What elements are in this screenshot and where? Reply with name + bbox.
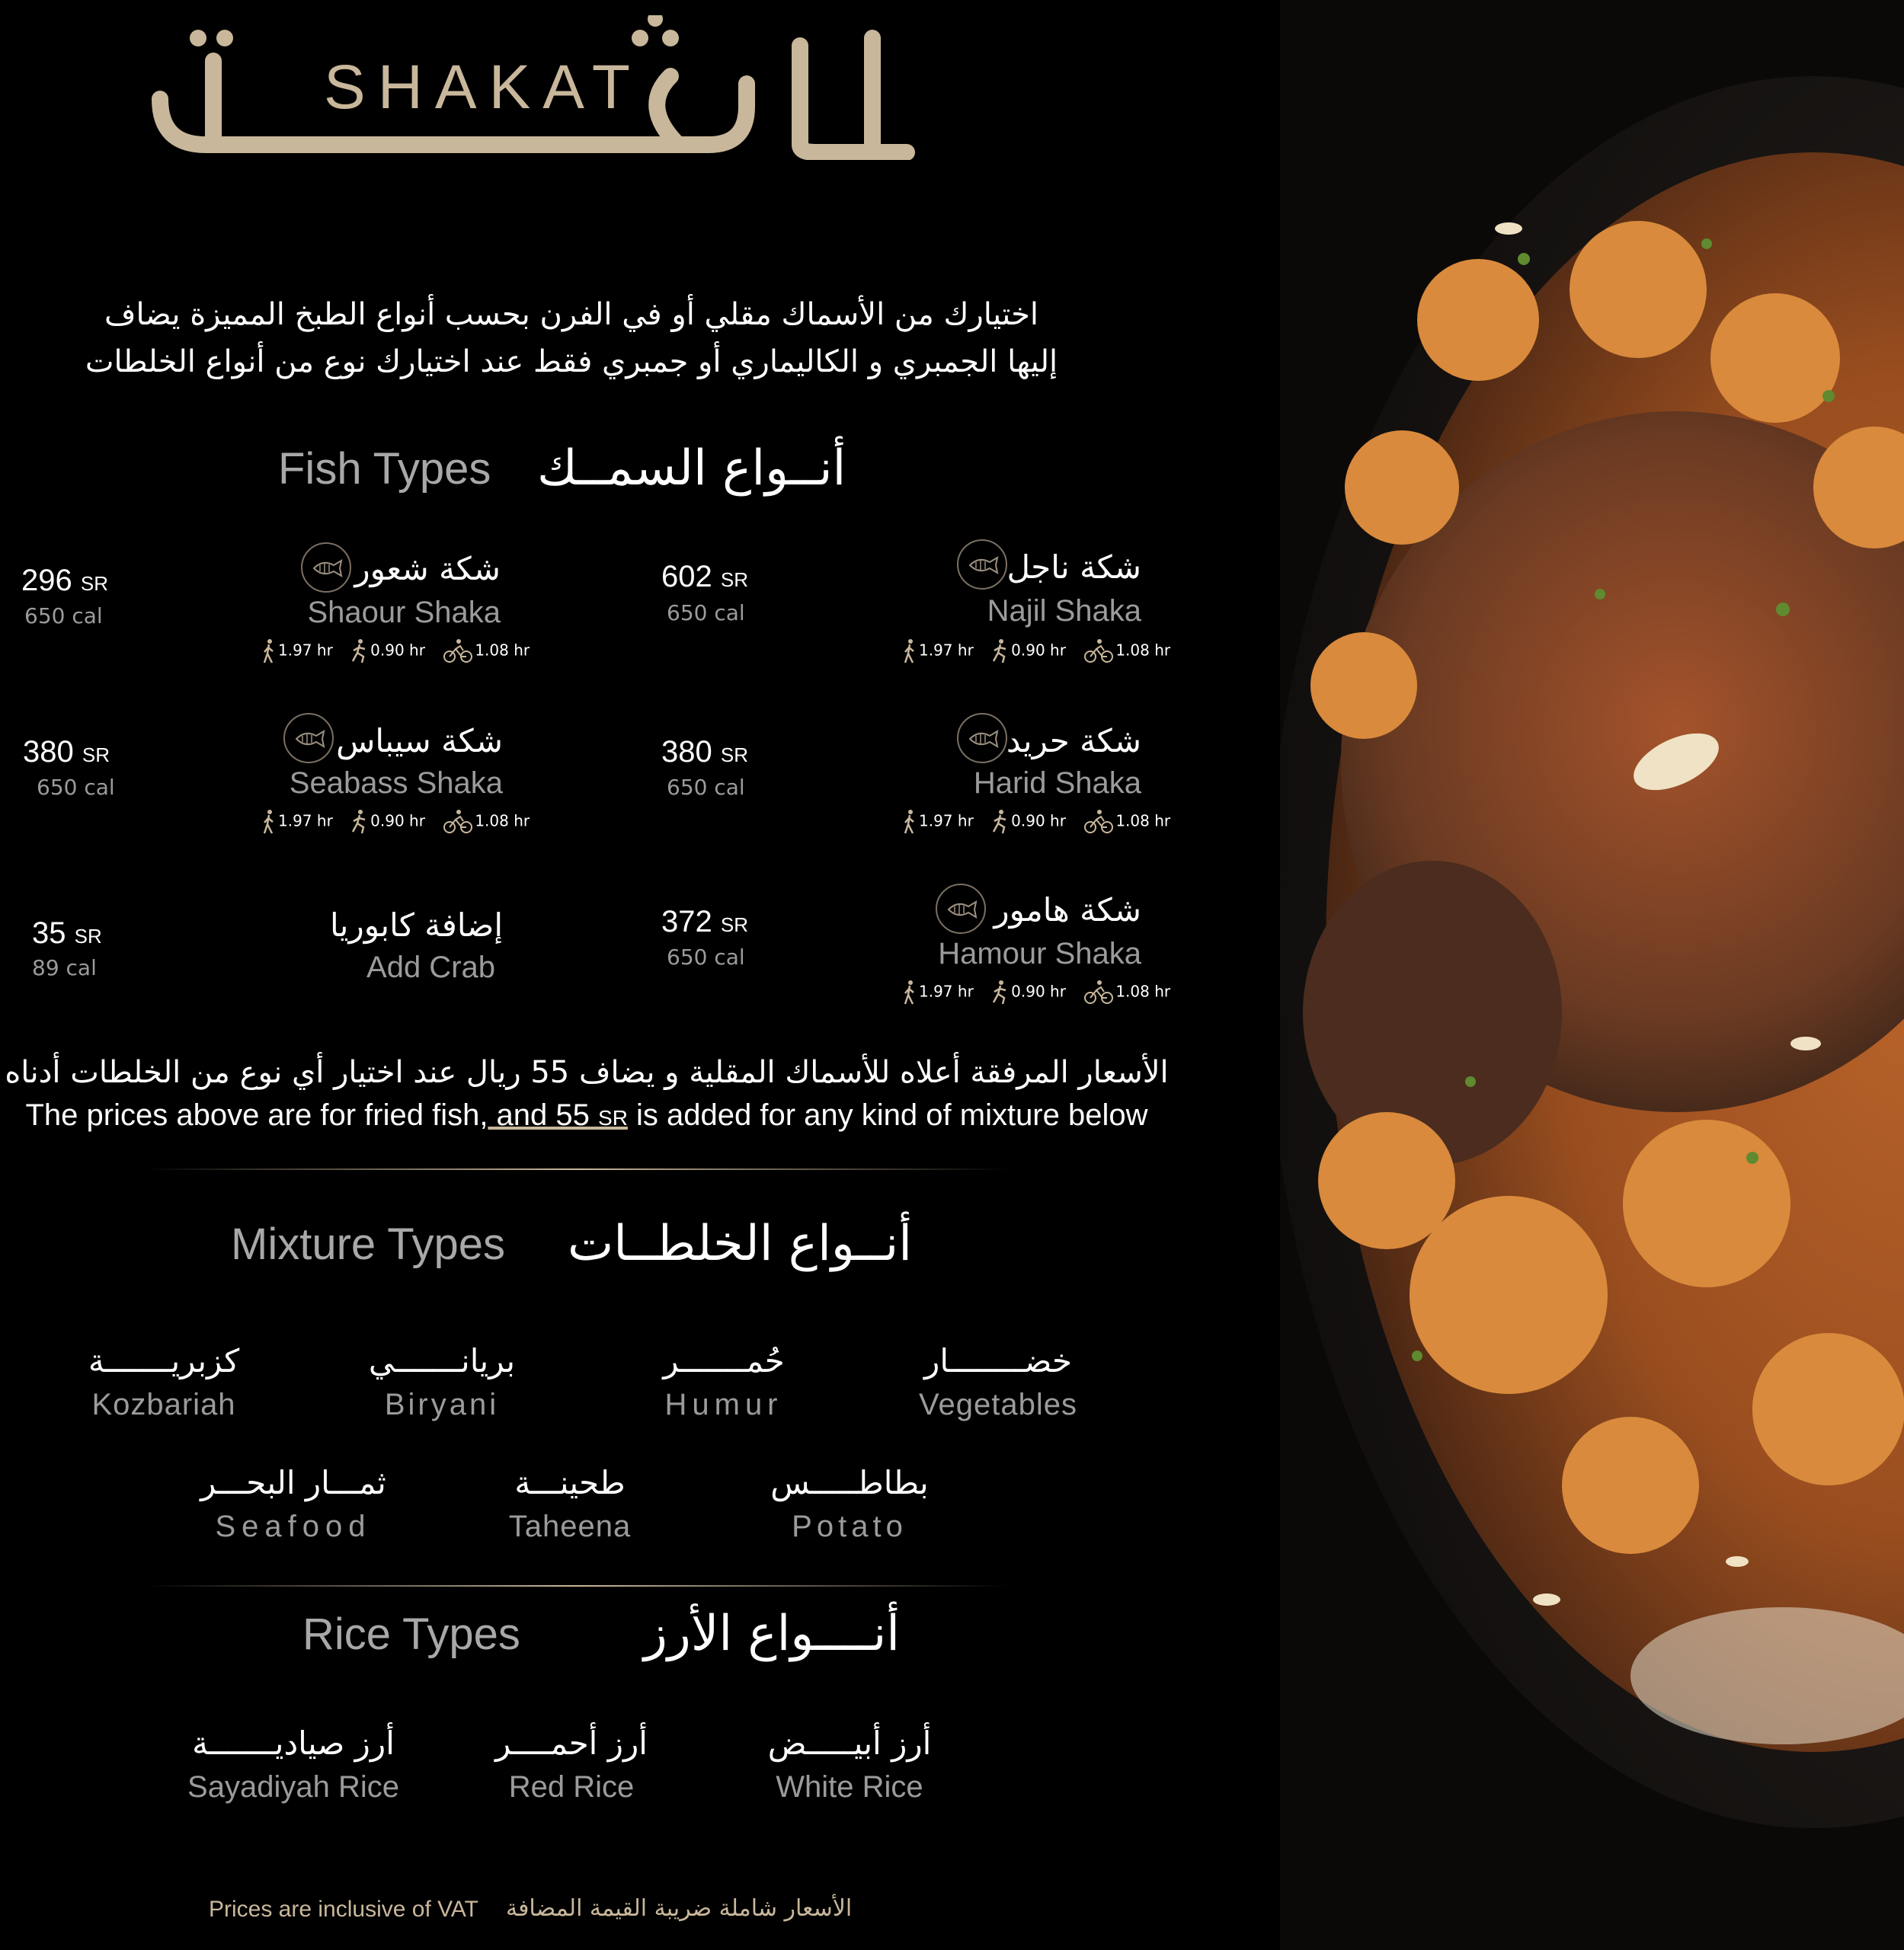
rice-item-ar: أرز صياديـــــــة [192, 1725, 395, 1762]
walking-icon [903, 809, 917, 835]
run-time: 0.90 hr [370, 641, 425, 660]
fish-item-name-en: Harid Shaka [973, 766, 1141, 800]
mixture-item-ar: كزبريـــــــة [88, 1342, 240, 1379]
fish-item-calories: 650 cal [667, 600, 745, 625]
intro-line-2: إليها الجمبري و الكاليماري أو جمبري فقط عند اختيارك نوع من أنواع الخلطات [85, 344, 1058, 379]
mixture-item-ar: حُمـــــــر [663, 1342, 785, 1379]
fish-item-name-en: Add Crab [366, 951, 495, 984]
walking-icon [262, 809, 276, 835]
run-time: 0.90 hr [370, 811, 425, 830]
fish-icon [283, 713, 334, 763]
run-time: 0.90 hr [1011, 811, 1066, 830]
rice-item-en: Red Rice [508, 1770, 635, 1804]
fish-item-calories: 650 cal [667, 775, 745, 800]
fish-item-name-ar: شكة حريد [1006, 722, 1141, 759]
vat-note-en: Prices are inclusive of VAT [209, 1897, 479, 1922]
rice-types-title-en: Rice Types [302, 1610, 520, 1659]
shakat-latin-logo: SHAKAT [324, 53, 642, 122]
fish-icon [957, 713, 1007, 763]
run-time: 0.90 hr [1011, 982, 1066, 1001]
bike-time: 1.08 hr [1115, 641, 1171, 660]
fish-item-price: 296 SR [21, 564, 108, 597]
running-icon [351, 809, 368, 835]
fish-item-name-en: Seabass Shaka [289, 766, 503, 800]
fish-item-name-en: Hamour Shaka [938, 937, 1141, 970]
bike-time: 1.08 hr [1115, 982, 1171, 1001]
mixture-types-title-en: Mixture Types [231, 1220, 505, 1269]
fish-item-name-ar: إضافة كابوريا [329, 906, 503, 944]
rice-types-title-ar: أنــــواع الأرز [644, 1606, 901, 1662]
mixture-item-en: Taheena [508, 1510, 632, 1543]
activity-times [903, 809, 1184, 835]
fish-item-name-ar: شكة هامور [994, 891, 1141, 929]
fish-item-price: 35 SR [32, 916, 102, 950]
running-icon [351, 638, 368, 664]
fish-item-calories: 650 cal [37, 775, 115, 800]
bike-time: 1.08 hr [475, 641, 530, 660]
mixture-item-en: Vegetables [919, 1388, 1077, 1421]
activity-times [262, 809, 543, 835]
rice-item-en: Sayadiyah Rice [187, 1770, 399, 1804]
bike-time: 1.08 hr [475, 811, 530, 830]
fish-item-name-ar: شكة ناجل [1006, 548, 1141, 586]
fish-item-name-en: Shaour Shaka [307, 596, 501, 629]
activity-times [903, 980, 1184, 1005]
walk-time: 1.97 hr [278, 811, 333, 830]
mixture-item-en: Kozbariah [91, 1388, 236, 1421]
fish-item-price: 372 SR [661, 905, 748, 938]
cycling-icon [1084, 809, 1113, 835]
mixture-item-en: Potato [792, 1510, 907, 1543]
running-icon [992, 638, 1009, 664]
bike-time: 1.08 hr [1115, 811, 1171, 830]
fish-item-name-ar: شكة شعور [354, 550, 501, 587]
cycling-icon [443, 809, 472, 835]
cycling-icon [443, 638, 472, 664]
section-divider [145, 1585, 1010, 1587]
run-time: 0.90 hr [1011, 641, 1066, 660]
fish-types-title-en: Fish Types [278, 444, 491, 494]
mixture-item-ar: بطاطـــــس [770, 1464, 929, 1501]
activity-times [262, 638, 543, 664]
fish-item-name-en: Najil Shaka [987, 594, 1141, 628]
walk-time: 1.97 hr [919, 811, 974, 830]
mixture-item-ar: خضــــــــار [924, 1342, 1072, 1379]
walking-icon [903, 980, 917, 1005]
fish-item-calories: 650 cal [24, 603, 103, 628]
rice-item-ar: أرز أحمــــر [495, 1725, 648, 1762]
cycling-icon [1084, 638, 1113, 664]
fish-item-price: 602 SR [661, 560, 748, 593]
fish-icon [936, 884, 986, 934]
fish-item-calories: 89 cal [32, 955, 97, 980]
running-icon [992, 980, 1009, 1005]
mixture-item-en: Humur [664, 1388, 783, 1421]
price-note-ar: الأسعار المرفقة أعلاه للأسماك المقلية و يضاف 55 ريال عند اختيار أي نوع من الخلطات أدناه [5, 1055, 1169, 1090]
walk-time: 1.97 hr [919, 641, 974, 660]
running-icon [992, 809, 1009, 835]
rice-item-ar: أرز أبيـــــض [767, 1725, 932, 1762]
cycling-icon [1084, 980, 1113, 1005]
rice-item-en: White Rice [776, 1770, 923, 1804]
food-photo [1280, 0, 1904, 1950]
mixture-types-title-ar: أنــواع الخلطــات [568, 1216, 912, 1272]
fish-item-price: 380 SR [661, 735, 748, 769]
intro-line-1: اختيارك من الأسماك مقلي أو في الفرن بحسب أنواع الطبخ المميزة يضاف [104, 297, 1038, 332]
fish-icon [957, 539, 1007, 590]
vat-note-ar: الأسعار شاملة ضريبة القيمة المضافة [506, 1895, 853, 1922]
mixture-item-ar: طحينـــة [514, 1464, 626, 1501]
walking-icon [903, 638, 917, 664]
fish-item-calories: 650 cal [667, 945, 745, 970]
section-divider [145, 1168, 1010, 1170]
activity-times [903, 638, 1184, 664]
price-note-en: The prices above are for fried fish, and 55 SR is added for any kind of mixture below [25, 1098, 1148, 1132]
fish-icon [301, 542, 351, 593]
mixture-item-ar: ثمـــار البحـــر [200, 1464, 386, 1501]
mixture-item-ar: بريانـــــــي [368, 1342, 516, 1379]
walk-time: 1.97 hr [278, 641, 333, 660]
walk-time: 1.97 hr [919, 982, 974, 1001]
fish-item-price: 380 SR [23, 735, 110, 769]
walking-icon [262, 638, 276, 664]
fish-item-name-ar: شكة سيباس [336, 722, 503, 759]
mixture-item-en: Biryani [384, 1388, 500, 1421]
fish-types-title-ar: أنــواع السمــك [537, 440, 846, 497]
mixture-item-en: Seafood [215, 1510, 372, 1543]
